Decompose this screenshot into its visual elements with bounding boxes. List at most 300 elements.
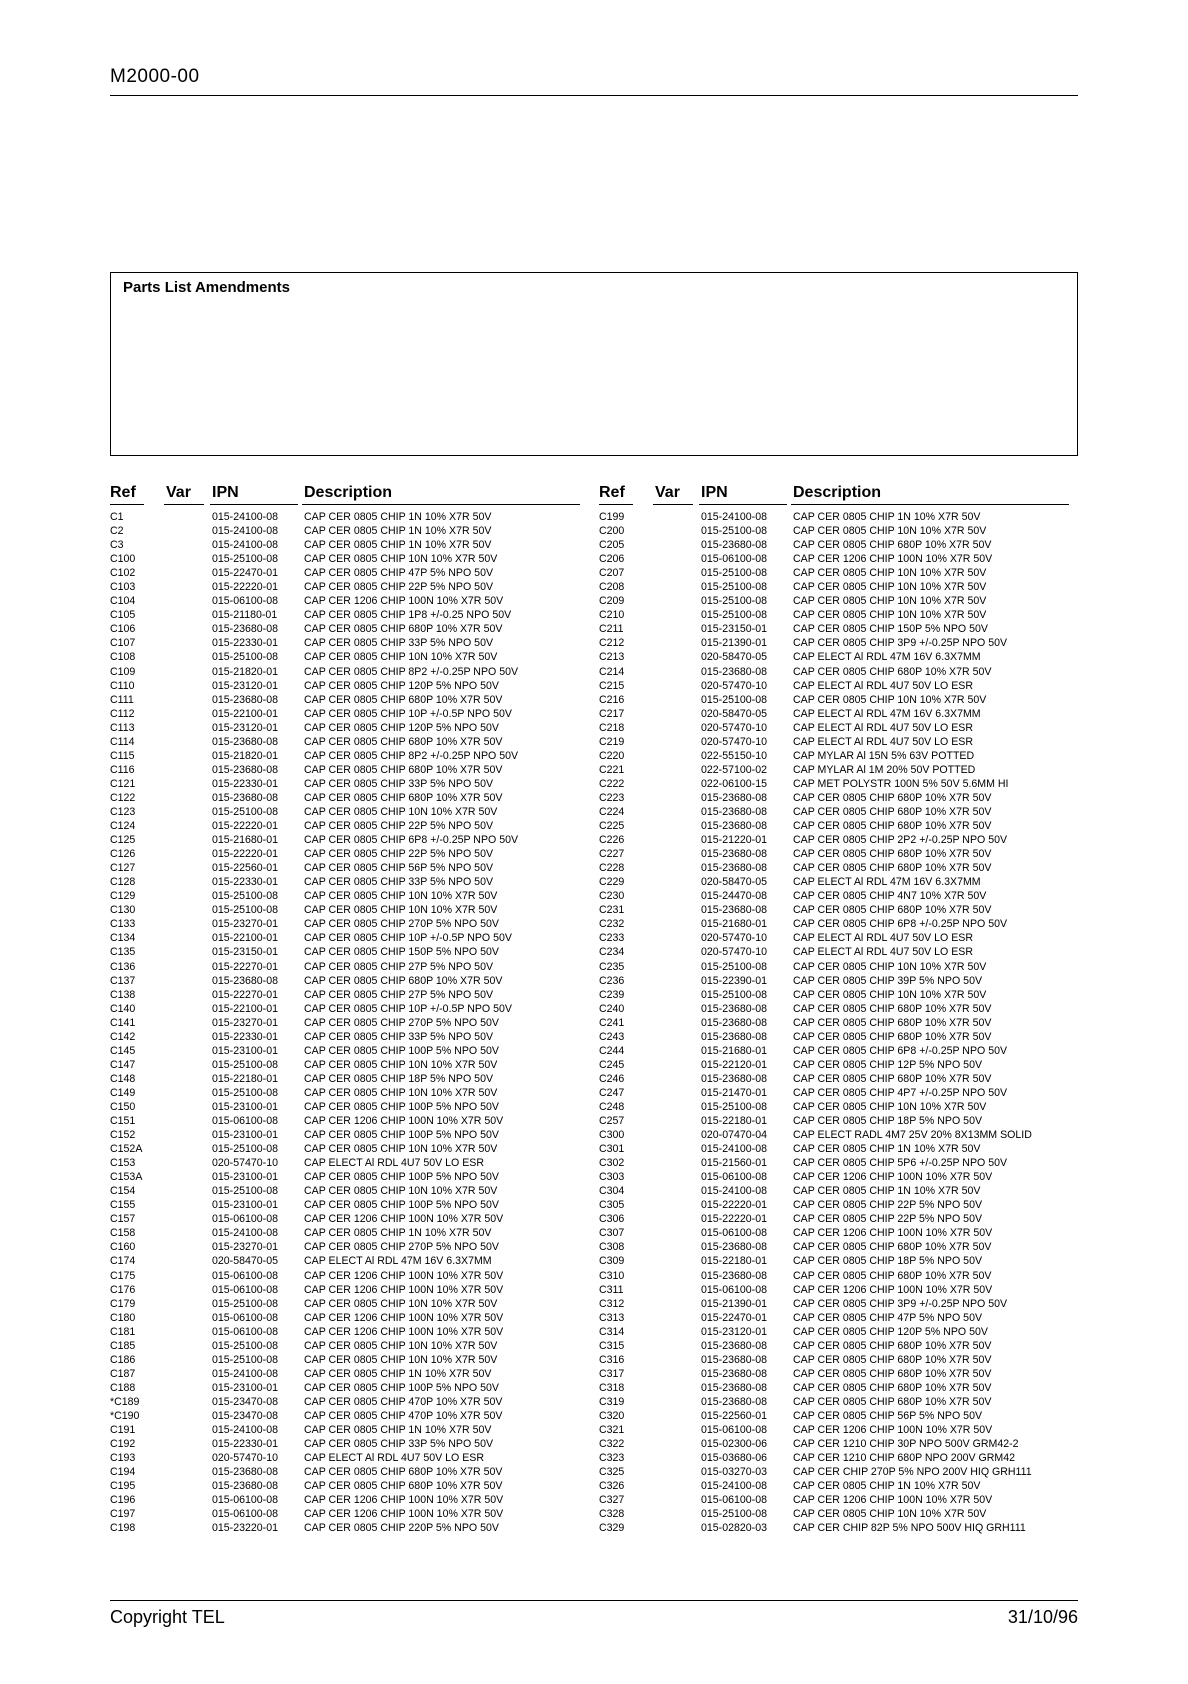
part-ipn: 015-23680-08 (212, 791, 278, 804)
part-ipn: 015-25100-08 (212, 651, 278, 664)
table-row (110, 622, 580, 636)
part-description: CAP CER 0805 CHIP 470P 10% X7R 50V (304, 1410, 503, 1422)
part-ref: C210 (599, 609, 625, 622)
part-ref: C179 (110, 1297, 136, 1310)
part-ref: C214 (599, 665, 625, 678)
part-ref: C153 (110, 1157, 136, 1170)
part-description: CAP CER 0805 CHIP 18P 5% NPO 50V (793, 1255, 983, 1268)
part-ref: C209 (599, 595, 625, 608)
part-description: CAP CER 0805 CHIP 680P 10% X7R 50V (304, 1466, 503, 1479)
part-ref: C185 (110, 1339, 136, 1352)
table-row (110, 1451, 580, 1465)
part-description: CAP CER 0805 CHIP 680P 10% X7R 50V (304, 791, 503, 804)
date: 31/10/96 (1007, 1607, 1078, 1627)
part-description: CAP CER 0805 CHIP 3P9 +/-0.25P NPO 50V (793, 637, 1008, 650)
part-ref: C240 (599, 1002, 625, 1015)
part-ref: C226 (599, 834, 625, 847)
table-row (599, 777, 1069, 791)
table-row (110, 791, 580, 805)
part-description: CAP CER 0805 CHIP 1N 10% X7R 50V (304, 1227, 492, 1240)
part-ipn: 015-25100-08 (701, 988, 767, 1001)
table-row (110, 665, 580, 679)
part-ipn: 015-06100-08 (212, 1213, 278, 1226)
part-description: CAP CER 0805 CHIP 120P 5% NPO 50V (304, 721, 499, 734)
part-ipn: 020-57470-10 (701, 679, 767, 692)
table-row (599, 707, 1069, 721)
table-row (599, 1030, 1069, 1044)
part-description: CAP CER 0805 CHIP 10N 10% X7R 50V (793, 960, 987, 973)
table-row (110, 1479, 580, 1493)
part-description: CAP CER 0805 CHIP 10N 10% X7R 50V (793, 1100, 987, 1113)
part-ref: C176 (110, 1283, 136, 1296)
part-ref: C100 (110, 553, 136, 566)
part-ref: C102 (110, 567, 136, 580)
part-ref: C188 (110, 1381, 136, 1394)
table-row (599, 1016, 1069, 1030)
table-row (599, 861, 1069, 875)
part-description: CAP CER 0805 CHIP 270P 5% NPO 50V (304, 918, 499, 931)
part-ref: C303 (599, 1171, 625, 1184)
part-ipn: 020-57470-10 (701, 735, 767, 748)
part-ref: C152 (110, 1129, 136, 1142)
table-row (599, 665, 1069, 679)
table-row (599, 580, 1069, 594)
part-ipn: 015-23150-01 (212, 946, 278, 959)
table-row (110, 1058, 580, 1072)
table-row (110, 1437, 580, 1451)
part-description: CAP CER 0805 CHIP 1N 10% X7R 50V (793, 1185, 981, 1198)
table-row (599, 988, 1069, 1002)
part-ref: C318 (599, 1381, 625, 1394)
part-ref: *C190 (110, 1410, 140, 1422)
part-description: CAP CER 0805 CHIP 680P 10% X7R 50V (793, 1367, 992, 1380)
part-ipn: 015-25100-08 (701, 1508, 767, 1521)
part-ipn: 015-23470-08 (212, 1410, 278, 1422)
part-ref: C133 (110, 918, 136, 931)
table-row (599, 1409, 1069, 1423)
part-ipn: 015-25100-08 (701, 1100, 767, 1113)
part-ipn: 015-23680-08 (212, 763, 278, 776)
part-description: CAP CER 1210 CHIP 680P NPO 200V GRM42 (793, 1452, 1015, 1465)
part-ref: C106 (110, 623, 136, 636)
table-row (110, 805, 580, 819)
part-ref: C151 (110, 1115, 136, 1128)
part-ipn: 015-23120-01 (212, 679, 278, 692)
part-description: CAP CER 0805 CHIP 1N 10% X7R 50V (793, 511, 981, 523)
part-ipn: 015-23680-08 (701, 1269, 767, 1282)
part-ref: C111 (110, 693, 134, 706)
part-ipn: 015-23680-08 (701, 1016, 767, 1029)
part-ipn: 015-23120-01 (701, 1325, 767, 1338)
table-row (599, 622, 1069, 636)
part-description: CAP CER 0805 CHIP 470P 10% X7R 50V (304, 1395, 503, 1408)
table-row (599, 889, 1069, 903)
part-ipn: 020-57470-10 (701, 721, 767, 734)
part-description: CAP CER 0805 CHIP 680P 10% X7R 50V (304, 974, 503, 987)
part-ref: C114 (110, 735, 135, 748)
table-row (110, 903, 580, 917)
part-ref: C155 (110, 1199, 136, 1212)
part-description: CAP CER 0805 CHIP 1P8 +/-0.25 NPO 50V (304, 609, 512, 622)
part-ref: C205 (599, 539, 625, 552)
part-ref: C158 (110, 1227, 136, 1240)
part-description: CAP CER 1206 CHIP 100N 10% X7R 50V (304, 1213, 504, 1226)
part-ipn: 015-23120-01 (212, 721, 278, 734)
part-description: CAP ELECT Al RDL 47M 16V 6.3X7MM (793, 707, 981, 720)
part-ipn: 015-23680-08 (701, 1353, 767, 1366)
part-ipn: 015-23680-08 (701, 1367, 767, 1380)
header-underline (599, 504, 633, 505)
part-ipn: 015-25100-08 (212, 1143, 278, 1156)
part-ipn: 015-06100-08 (701, 1171, 767, 1184)
part-description: CAP CER 0805 CHIP 680P 10% X7R 50V (304, 623, 503, 636)
table-row (599, 1437, 1069, 1451)
part-description: CAP CER 0805 CHIP 10N 10% X7R 50V (304, 1297, 498, 1310)
table-row (110, 1086, 580, 1100)
part-ipn: 015-22180-01 (701, 1255, 767, 1268)
part-ref: C221 (599, 763, 625, 776)
header-underline (653, 504, 693, 505)
part-ipn: 015-22560-01 (212, 862, 278, 875)
table-row (110, 1311, 580, 1325)
part-ipn: 015-21680-01 (212, 834, 278, 847)
part-ipn: 015-22330-01 (212, 876, 278, 889)
table-row (599, 1325, 1069, 1339)
table-row (599, 1507, 1069, 1521)
table-row (110, 1269, 580, 1283)
part-ref: C105 (110, 609, 136, 622)
table-row (110, 945, 580, 959)
header-rule (110, 95, 1078, 96)
part-ipn: 015-06100-08 (701, 1424, 767, 1437)
part-ipn: 015-25100-08 (701, 609, 767, 622)
part-ref: C109 (110, 665, 136, 678)
part-ref: C149 (110, 1086, 136, 1099)
table-row (599, 1114, 1069, 1128)
part-ipn: 015-02300-06 (701, 1438, 767, 1451)
header-underline (302, 504, 580, 505)
part-ipn: 015-24100-08 (212, 1227, 278, 1240)
part-ipn: 020-57470-10 (212, 1452, 278, 1465)
part-ipn: 022-06100-15 (701, 777, 767, 790)
part-ipn: 022-57100-02 (701, 763, 767, 776)
table-row (110, 1297, 580, 1311)
part-description: CAP CER 0805 CHIP 47P 5% NPO 50V (793, 1311, 983, 1324)
part-ref: C246 (599, 1072, 625, 1085)
part-ref: C135 (110, 946, 136, 959)
part-ipn: 015-23100-01 (212, 1044, 278, 1057)
part-ipn: 015-21220-01 (701, 834, 767, 847)
part-ref: C322 (599, 1438, 625, 1451)
part-ipn: 015-25100-08 (212, 904, 278, 917)
table-row (599, 1072, 1069, 1086)
part-ref: C112 (110, 707, 135, 720)
part-ref: C316 (599, 1353, 625, 1366)
part-ipn: 015-25100-08 (212, 1353, 278, 1366)
parts-list-left (110, 510, 580, 1535)
table-row (110, 1353, 580, 1367)
part-description: CAP CER 0805 CHIP 10N 10% X7R 50V (793, 595, 987, 608)
part-description: CAP CER 1206 CHIP 100N 10% X7R 50V (304, 1494, 504, 1507)
part-ref: C248 (599, 1100, 625, 1113)
part-description: CAP CER 0805 CHIP 1N 10% X7R 50V (304, 539, 492, 552)
table-row (110, 1240, 580, 1254)
part-ipn: 015-23680-08 (701, 904, 767, 917)
part-ipn: 020-57470-10 (701, 946, 767, 959)
footer-rule (110, 1600, 1078, 1601)
table-row (110, 1226, 580, 1240)
part-ipn: 015-22100-01 (212, 707, 278, 720)
part-ref: C302 (599, 1157, 625, 1170)
table-row (110, 889, 580, 903)
part-ref: C113 (110, 721, 135, 734)
part-ref: C236 (599, 974, 625, 987)
table-row (110, 1044, 580, 1058)
part-ref: C321 (599, 1424, 625, 1437)
part-ipn: 015-22220-01 (701, 1213, 767, 1226)
part-description: CAP CER 0805 CHIP 100P 5% NPO 50V (304, 1199, 499, 1212)
part-ref: C213 (599, 651, 625, 664)
part-ipn: 015-23680-08 (212, 1480, 278, 1493)
part-ipn: 015-24100-08 (212, 1367, 278, 1380)
part-ipn: 015-23100-01 (212, 1100, 278, 1113)
part-description: CAP CER 0805 CHIP 680P 10% X7R 50V (793, 1353, 992, 1366)
table-row (110, 974, 580, 988)
table-row (599, 960, 1069, 974)
table-row (599, 931, 1069, 945)
part-description: CAP CER 1206 CHIP 100N 10% X7R 50V (793, 1283, 993, 1296)
part-ipn: 015-23680-08 (701, 1241, 767, 1254)
table-row (110, 735, 580, 749)
part-ipn: 015-22220-01 (212, 848, 278, 861)
table-row (599, 1423, 1069, 1437)
part-description: CAP CER 0805 CHIP 680P 10% X7R 50V (793, 665, 992, 678)
table-row (599, 1044, 1069, 1058)
part-ref: C104 (110, 595, 136, 608)
table-row (110, 608, 580, 622)
part-description: CAP CER 0805 CHIP 33P 5% NPO 50V (304, 777, 494, 790)
part-ref: C319 (599, 1395, 625, 1408)
part-ref: C148 (110, 1072, 136, 1085)
table-row (599, 1381, 1069, 1395)
part-description: CAP CER 0805 CHIP 10N 10% X7R 50V (304, 1143, 498, 1156)
part-ref: C192 (110, 1438, 136, 1451)
part-ref: C301 (599, 1143, 625, 1156)
table-row (599, 833, 1069, 847)
part-ipn: 020-58470-05 (701, 876, 767, 889)
part-description: CAP CER 0805 CHIP 680P 10% X7R 50V (793, 539, 992, 552)
header-underline (791, 504, 1069, 505)
part-ref: C245 (599, 1058, 625, 1071)
part-ref: C160 (110, 1241, 136, 1254)
table-row (599, 1086, 1069, 1100)
part-ref: C328 (599, 1508, 625, 1521)
part-ipn: 015-21470-01 (701, 1086, 767, 1099)
part-ipn: 015-22270-01 (212, 988, 278, 1001)
part-ipn: 015-22220-01 (212, 820, 278, 833)
part-description: CAP CER 0805 CHIP 100P 5% NPO 50V (304, 1381, 499, 1394)
part-ref: C225 (599, 820, 625, 833)
part-ref: C180 (110, 1311, 136, 1324)
part-ipn: 015-22330-01 (212, 777, 278, 790)
table-row (599, 1128, 1069, 1142)
part-ref: C194 (110, 1466, 136, 1479)
part-ref: C326 (599, 1480, 625, 1493)
part-ipn: 015-23680-08 (701, 539, 767, 552)
part-ref: C191 (110, 1424, 136, 1437)
part-description: CAP CER 0805 CHIP 33P 5% NPO 50V (304, 1438, 494, 1451)
part-description: CAP CER 0805 CHIP 6P8 +/-0.25P NPO 50V (793, 1044, 1008, 1057)
doc-id: M2000-00 (110, 66, 200, 87)
part-ref: C222 (599, 777, 625, 790)
table-row (599, 903, 1069, 917)
part-description: CAP CER 0805 CHIP 22P 5% NPO 50V (793, 1213, 983, 1226)
header-ref: Ref (599, 484, 625, 501)
part-ipn: 015-22270-01 (212, 960, 278, 973)
part-ipn: 015-22330-01 (212, 1030, 278, 1043)
part-ipn: 015-24100-08 (212, 1424, 278, 1437)
part-description: CAP CER 0805 CHIP 8P2 +/-0.25P NPO 50V (304, 749, 519, 762)
part-ipn: 015-25100-08 (212, 1339, 278, 1352)
part-ipn: 015-25100-08 (701, 960, 767, 973)
part-ipn: 015-22220-01 (212, 581, 278, 594)
part-ipn: 015-23680-08 (701, 805, 767, 818)
part-ref: C140 (110, 1002, 136, 1015)
table-row (110, 693, 580, 707)
part-description: CAP CER 0805 CHIP 680P 10% X7R 50V (793, 1072, 992, 1085)
part-ipn: 015-06100-08 (701, 1283, 767, 1296)
part-ipn: 015-25100-08 (212, 890, 278, 903)
part-ipn: 015-21560-01 (701, 1157, 767, 1170)
part-ipn: 015-23100-01 (212, 1199, 278, 1212)
part-description: CAP CER 0805 CHIP 680P 10% X7R 50V (304, 1480, 503, 1493)
table-row (110, 1254, 580, 1268)
part-ref: C129 (110, 890, 136, 903)
table-row (599, 1142, 1069, 1156)
part-description: CAP CER CHIP 82P 5% NPO 500V HIQ GRH111 (793, 1522, 1026, 1535)
table-row (599, 538, 1069, 552)
header-var: Var (166, 484, 191, 501)
part-ref: C327 (599, 1494, 625, 1507)
part-description: CAP CER 0805 CHIP 1N 10% X7R 50V (304, 1367, 492, 1380)
part-ref: C197 (110, 1508, 136, 1521)
table-row (599, 1254, 1069, 1268)
table-row (110, 1100, 580, 1114)
table-row (110, 1142, 580, 1156)
part-ipn: 015-25100-08 (212, 1086, 278, 1099)
table-row (110, 1184, 580, 1198)
part-ipn: 020-58470-05 (701, 707, 767, 720)
part-ipn: 015-22120-01 (701, 1058, 767, 1071)
table-row (110, 917, 580, 931)
part-description: CAP ELECT Al RDL 4U7 50V LO ESR (793, 946, 973, 959)
table-row (599, 875, 1069, 889)
part-ipn: 015-24100-08 (701, 511, 767, 523)
table-row (599, 1395, 1069, 1409)
part-ipn: 020-57470-10 (212, 1157, 278, 1170)
part-ref: C310 (599, 1269, 625, 1282)
part-ipn: 015-25100-08 (212, 1185, 278, 1198)
part-description: CAP CER 0805 CHIP 10N 10% X7R 50V (304, 1058, 498, 1071)
part-description: CAP CER 0805 CHIP 27P 5% NPO 50V (304, 960, 494, 973)
part-ref: C175 (110, 1269, 136, 1282)
part-ref: C153A (110, 1171, 143, 1184)
part-description: CAP CER 0805 CHIP 18P 5% NPO 50V (304, 1072, 494, 1085)
table-row (599, 917, 1069, 931)
table-row (599, 524, 1069, 538)
table-row (110, 1212, 580, 1226)
part-ipn: 015-22220-01 (701, 1199, 767, 1212)
part-ref: C219 (599, 735, 625, 748)
header-var: Var (655, 484, 680, 501)
part-ipn: 015-06100-08 (212, 1269, 278, 1282)
part-ref: C235 (599, 960, 625, 973)
table-row (110, 1030, 580, 1044)
part-ipn: 015-24100-08 (212, 539, 278, 552)
part-description: CAP CER 1206 CHIP 100N 10% X7R 50V (793, 1227, 993, 1240)
table-row (599, 1451, 1069, 1465)
table-row (110, 1381, 580, 1395)
part-description: CAP CER 0805 CHIP 680P 10% X7R 50V (793, 1339, 992, 1352)
part-description: CAP CER 0805 CHIP 10N 10% X7R 50V (793, 581, 987, 594)
part-ref: C218 (599, 721, 625, 734)
part-ref: *C189 (110, 1395, 140, 1408)
table-row (599, 945, 1069, 959)
part-ipn: 015-21820-01 (212, 749, 278, 762)
part-description: CAP CER 1210 CHIP 30P NPO 500V GRM42-2 (793, 1438, 1019, 1451)
parts-column-right (599, 484, 1069, 1535)
part-ref: C312 (599, 1297, 625, 1310)
part-ipn: 015-02820-03 (701, 1522, 767, 1535)
part-ipn: 015-25100-08 (701, 595, 767, 608)
part-ipn: 015-25100-08 (212, 1297, 278, 1310)
part-ref: C107 (110, 637, 136, 650)
table-row (110, 1325, 580, 1339)
part-ipn: 015-21390-01 (701, 1297, 767, 1310)
part-ipn: 015-06100-08 (212, 1325, 278, 1338)
part-ref: C196 (110, 1494, 136, 1507)
part-description: CAP ELECT Al RDL 4U7 50V LO ESR (304, 1452, 484, 1465)
part-description: CAP CER 0805 CHIP 4N7 10% X7R 50V (793, 890, 987, 903)
part-ipn: 015-24100-08 (212, 525, 278, 538)
part-ipn: 015-25100-08 (701, 567, 767, 580)
part-ref: C223 (599, 791, 625, 804)
part-description: CAP CER 0805 CHIP 680P 10% X7R 50V (793, 1395, 992, 1408)
part-description: CAP CER 0805 CHIP 680P 10% X7R 50V (304, 693, 503, 706)
part-ref: C150 (110, 1100, 136, 1113)
table-row (599, 1100, 1069, 1114)
amendments-title: Parts List Amendments (123, 279, 290, 296)
part-ref: C224 (599, 805, 625, 818)
table-row (110, 552, 580, 566)
part-description: CAP CER 0805 CHIP 680P 10% X7R 50V (793, 805, 992, 818)
part-ref: C152A (110, 1143, 143, 1156)
table-row (110, 1521, 580, 1535)
part-ref: C217 (599, 707, 625, 720)
table-row (110, 1507, 580, 1521)
part-ipn: 015-23680-08 (701, 1395, 767, 1408)
part-description: CAP CER 0805 CHIP 220P 5% NPO 50V (304, 1522, 499, 1535)
part-description: CAP CER 0805 CHIP 120P 5% NPO 50V (793, 1325, 988, 1338)
table-row (110, 1493, 580, 1507)
part-ipn: 015-24100-08 (701, 1143, 767, 1156)
part-ipn: 015-06100-08 (212, 1311, 278, 1324)
part-description: CAP CER 0805 CHIP 680P 10% X7R 50V (304, 735, 503, 748)
part-ref: C199 (599, 511, 625, 523)
part-ipn: 020-07470-04 (701, 1129, 767, 1142)
part-description: CAP CER 0805 CHIP 5P6 +/-0.25P NPO 50V (793, 1157, 1008, 1170)
part-description: CAP CER 0805 CHIP 1N 10% X7R 50V (304, 1424, 492, 1437)
